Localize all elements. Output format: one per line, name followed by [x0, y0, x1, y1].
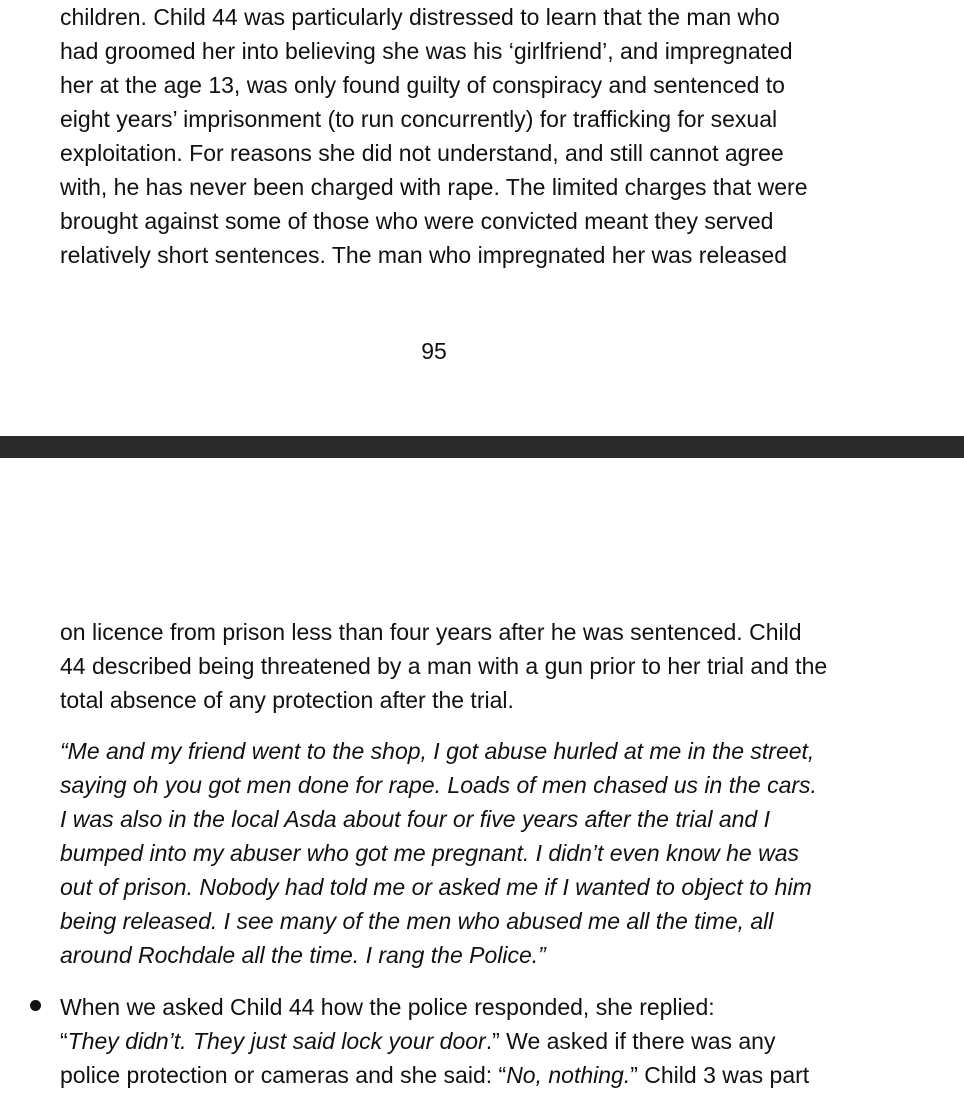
bullet-line: [60, 1058, 940, 1092]
quote-line: bumped into my abuser who got me pregnant. I didn’t even know he was: [60, 840, 799, 866]
text-line: her at the age 13, was only found guilty of conspiracy and sentenced to: [60, 72, 785, 98]
body-paragraph-continued: [60, 615, 940, 717]
text-line: brought against some of those who were convicted meant they served: [60, 208, 774, 234]
quote-line: saying oh you got men done for rape. Loads of men chased us in the cars.: [60, 772, 817, 798]
bullet-text: police protection or cameras and she said: “: [60, 1062, 507, 1088]
text-line: exploitation. For reasons she did not understand, and still cannot agree: [60, 140, 784, 166]
bullet-point-icon: [30, 1000, 41, 1011]
bullet-item: [60, 990, 940, 1092]
body-paragraph: [60, 0, 940, 272]
survivor-quote: [60, 734, 940, 972]
text-line: on licence from prison less than four years after he was sentenced. Child: [60, 619, 802, 645]
quote-line: around Rochdale all the time. I rang the Police.”: [60, 942, 546, 968]
page-number: 95: [421, 338, 447, 364]
text-line: with, he has never been charged with rape. The limited charges that were: [60, 174, 808, 200]
page-separator: [0, 436, 964, 458]
text-line: had groomed her into believing she was his ‘girlfriend’, and impregnated: [60, 38, 793, 64]
text-line: total absence of any protection after the trial.: [60, 687, 514, 713]
quote-line: “Me and my friend went to the shop, I got abuse hurled at me in the street,: [60, 738, 815, 764]
document-page-95: [0, 0, 964, 436]
text-line: 44 described being threatened by a man with a gun prior to her trial and the: [60, 653, 828, 679]
bullet-text: .” We asked if there was any: [485, 1028, 776, 1054]
bullet-text: ” Child 3 was part: [630, 1062, 810, 1088]
text-line: children. Child 44 was particularly distressed to learn that the man who: [60, 4, 780, 30]
quote-mark: “: [60, 1028, 68, 1054]
inline-quote: No, nothing.: [506, 1062, 631, 1088]
quote-line: I was also in the local Asda about four or five years after the trial and I: [60, 806, 770, 832]
text-line: relatively short sentences. The man who impregnated her was released: [60, 242, 788, 268]
quote-line: out of prison. Nobody had told me or asked me if I wanted to object to him: [60, 874, 812, 900]
bullet-line: [60, 1024, 940, 1058]
bullet-line: When we asked Child 44 how the police responded, she replied:: [60, 994, 715, 1020]
inline-quote: They didn’t. They just said lock your door: [67, 1028, 486, 1054]
text-line: eight years’ imprisonment (to run concurrently) for trafficking for sexual: [60, 106, 778, 132]
quote-line: being released. I see many of the men who abused me all the time, all: [60, 908, 774, 934]
